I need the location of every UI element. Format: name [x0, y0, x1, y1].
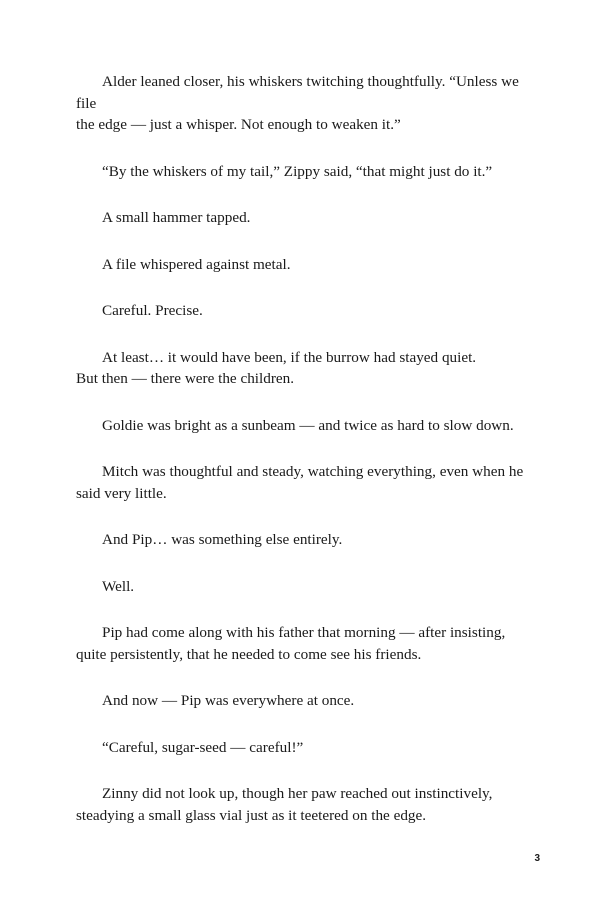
text-line: And now — Pip was everywhere at once.: [102, 692, 355, 709]
text-line: Zinny did not look up, though her paw reached out instinctively,: [102, 785, 493, 802]
paragraph: [76, 347, 542, 390]
text-line: the edge — just a whisper. Not enough to weaken it.”: [76, 116, 401, 133]
text-line: said very little.: [76, 484, 167, 502]
text-line: Well.: [102, 577, 135, 595]
paragraph: [76, 300, 542, 322]
text-line: “Careful, sugar-seed — careful!”: [102, 738, 304, 756]
paragraph: [76, 529, 542, 551]
paragraph: [76, 576, 542, 598]
page-number: 3: [534, 853, 540, 864]
paragraph: [76, 461, 542, 504]
text-line: At least… it would have been, if the burrow had stayed quiet.: [102, 348, 477, 366]
body-text: [76, 71, 542, 851]
paragraph: [76, 254, 542, 276]
text-line: Pip had come along with his father that morning — after insisting,: [102, 624, 506, 641]
paragraph: [76, 737, 542, 759]
text-line: steadying a small glass vial just as it teetered on the edge.: [76, 806, 427, 824]
paragraph: [76, 690, 542, 712]
text-line: A file whispered against metal.: [102, 255, 291, 273]
text-line: quite persistently, that he needed to come see his friends.: [76, 645, 422, 663]
text-line: And Pip… was something else entirely.: [102, 531, 343, 548]
paragraph: [76, 161, 542, 183]
text-line: Alder leaned closer, his whiskers twitching thoughtfully. “Unless we file: [76, 73, 519, 112]
text-line: Mitch was thoughtful and steady, watching everything, even when he: [102, 463, 524, 480]
paragraph: [76, 783, 542, 826]
paragraph: [76, 207, 542, 229]
paragraph: [76, 71, 542, 136]
paragraph: [76, 622, 542, 665]
text-line: “By the whiskers of my tail,” Zippy said, “that might just do it.”: [102, 162, 493, 180]
paragraph: [76, 415, 542, 437]
text-line: Goldie was bright as a sunbeam — and twice as hard to slow down.: [102, 416, 514, 434]
text-line: But then — there were the children.: [76, 370, 295, 387]
text-line: A small hammer tapped.: [102, 209, 251, 226]
text-line: Careful. Precise.: [102, 302, 203, 319]
